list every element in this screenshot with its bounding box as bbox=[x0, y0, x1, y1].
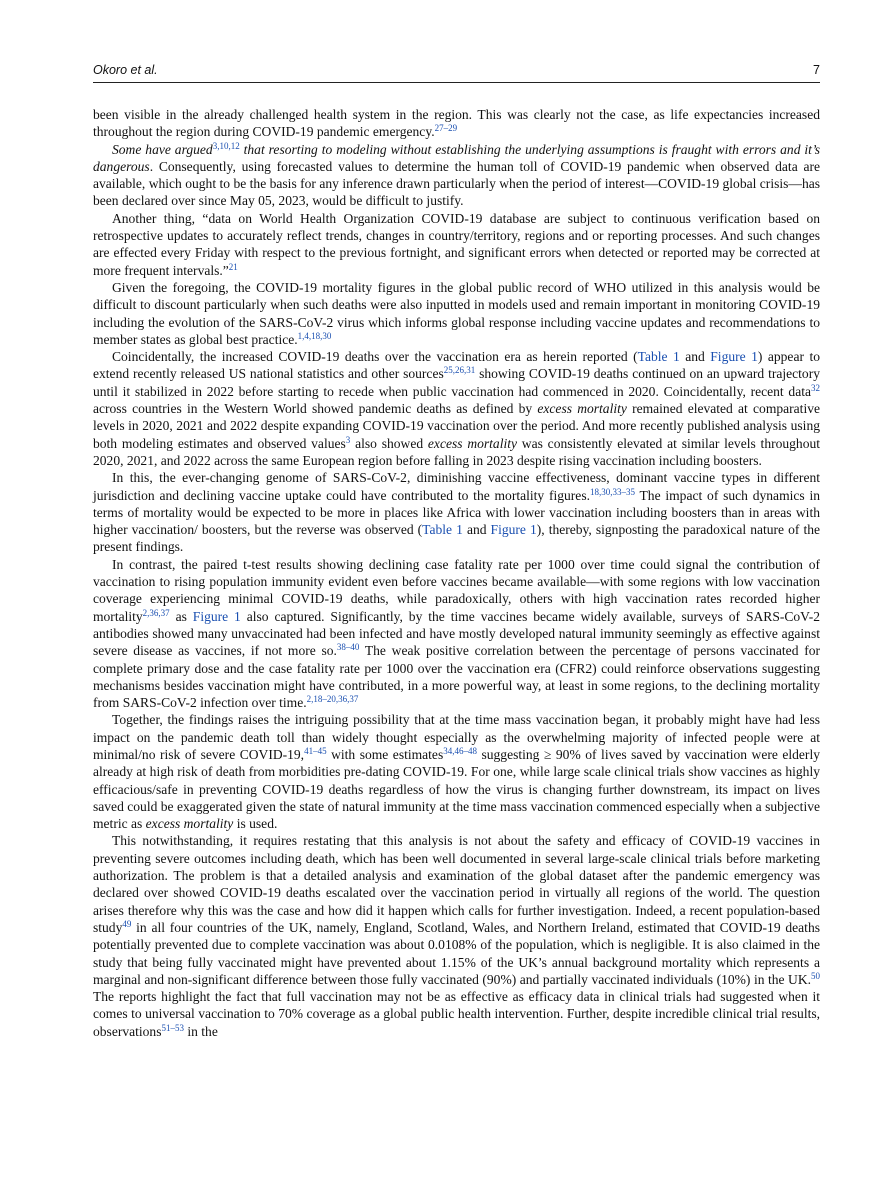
text-run: ), thereby, signposting the paradoxical nature of the present findings. bbox=[93, 522, 820, 555]
running-head-authors: Okoro et al. bbox=[93, 63, 158, 77]
paragraph-3 bbox=[93, 210, 820, 279]
body-text bbox=[93, 106, 820, 1040]
text-run: also showed bbox=[350, 435, 428, 451]
citation-link[interactable]: 2,36,37 bbox=[142, 607, 170, 618]
citation-link[interactable]: 51–53 bbox=[161, 1022, 184, 1033]
cross-reference-link[interactable]: Figure 1 bbox=[710, 349, 758, 365]
text-run: ) appear to extend recently released US national statistics and other sources bbox=[93, 349, 820, 382]
text-run: In this, the ever-changing genome of SARS-CoV-2, diminishing vaccine effectiveness, dominant vaccine types in different jurisdiction and declining vaccine uptake could have contributed to the mortality figures. bbox=[93, 470, 820, 503]
text-run: The impact of such dynamics in terms of mortality would be expected to be more in places like Africa with lower vaccination including boosters than in areas with higher vaccination/ boosters, but the reverse was observed ( bbox=[93, 487, 820, 538]
text-run: This notwithstanding, it requires restating that this analysis is not about the safety and efficacy of COVID-19 vaccines in preventing severe outcomes including death, which has been well documented in several large-scale clinical trials before marketing authorization. The problem is that a detailed analysis and examination of the global dataset after the pandemic emergency was declared over showed COVID-19 deaths escalated over the vaccination period in virtually all regions of the world. The question arises therefore why this was the case and how did it happen which calls for further investigation. Indeed, a recent population-based study bbox=[93, 833, 820, 935]
text-run: in the bbox=[183, 1023, 218, 1039]
paragraph-1 bbox=[93, 106, 820, 141]
cross-reference-link[interactable]: Table 1 bbox=[422, 522, 463, 538]
text-run: Given the foregoing, the COVID-19 mortality figures in the global public record of WHO utilized in this analysis would be difficult to discount particularly when such deaths were also inputted in models used and remain important in monitoring COVID-19 including the evolution of the SARS-CoV-2 virus which informs global response including vaccine updates and recommendations to member states as global best practice. bbox=[93, 279, 820, 347]
citation-link[interactable]: 41–45 bbox=[304, 745, 327, 756]
text-run: also captured. Significantly, by the time vaccines became widely available, surveys of SARS-CoV-2 antibodies showed many unvaccinated had been infected and have mostly developed natural immunity seemingly as effective against severe disease as vaccines, if not more so. bbox=[93, 608, 821, 659]
text-run: suggesting ≥ 90% of lives saved by vaccination were elderly already at high risk of death from morbidities pre-dating COVID-19. For one, while large scale clinical trials show vaccines as highly efficacious/safe in preventing COVID-19 deaths regardless of how the virus is changing further downstream, its impact on lives saved could be exaggerated given the state of natural immunity at the time mass vaccination commenced especially when a subjective metric as bbox=[93, 746, 820, 832]
italic-text: excess mortality bbox=[145, 816, 234, 832]
cross-reference-link[interactable]: Figure 1 bbox=[192, 608, 241, 624]
text-run: and bbox=[462, 522, 491, 538]
text-run: and bbox=[679, 349, 711, 365]
paragraph-8 bbox=[93, 711, 820, 832]
citation-link[interactable]: 32 bbox=[811, 382, 820, 393]
cross-reference-link[interactable]: Table 1 bbox=[637, 349, 680, 365]
paragraph-6 bbox=[93, 469, 820, 555]
text-run: in all four countries of the UK, namely, England, Scotland, Wales, and Northern Ireland, estimated that COVID-19 deaths potentially prevented due to complete vaccination was about 0.0108% of the population, which is negligible. It is also claimed in the study that being fully vaccinated might have prevented about 1.15% of the UK’s annual background mortality which represents a marginal and non-significant difference between those fully vaccinated (90%) and partially vaccinated individuals (10%) in the UK. bbox=[93, 919, 820, 987]
text-run: was consistently elevated at similar levels throughout 2020, 2021, and 2022 across the same European region before falling in 2023 despite rising vaccination including boosters. bbox=[93, 435, 821, 468]
text-run: Another thing, “data on World Health Organization COVID-19 database are subject to continuous verification based on retrospective updates to accurately reflect trends, changes in country/territory, regions and or reporting processes. And such changes are effected every Friday with respect to the previous fortnight, and significant errors when detected or reported may be corrected at more frequent intervals.” bbox=[93, 210, 820, 278]
italic-text: excess mortality bbox=[427, 435, 517, 451]
text-run: The weak positive correlation between the percentage of persons vaccinated for complete primary dose and the case fatality rate per 1000 over the vaccination era (CFR2) could reinforce observations suggesting mechanisms besides vaccination might have contributed, in a more powerful way, at least in some regions, to the declining mortality from SARS-CoV-2 infection over time. bbox=[93, 643, 820, 711]
text-run: In contrast, the paired t-test results showing declining case fatality rate per 1000 over time could signal the contribution of vaccination to rising population immunity evident even before vaccines became available—with some regions with low vaccination coverage experiencing minimal COVID-19 deaths, while paradoxically, others with high vaccination rates recorded higher mortality bbox=[93, 556, 820, 624]
italic-text: Some have argued bbox=[112, 141, 213, 157]
paragraph-5 bbox=[93, 348, 820, 469]
text-run: with some estimates bbox=[326, 746, 444, 762]
citation-link[interactable]: 34,46–48 bbox=[443, 745, 477, 756]
text-run: been visible in the already challenged health system in the region. This was clearly not the case, as life expectancies increased throughout the region during COVID-19 pandemic emergency. bbox=[93, 107, 820, 140]
paragraph-2 bbox=[93, 141, 820, 210]
citation-link[interactable]: 49 bbox=[122, 918, 132, 929]
text-run: . Consequently, using forecasted values to determine the human toll of COVID-19 pandemic when observed data are available, which ought to be the basis for any inference drawn particularly when the period of interest—COVID-19 global crisis—has been declared over since May 05, 2023, would be difficult to justify. bbox=[93, 158, 820, 209]
citation-link[interactable]: 1,4,18,30 bbox=[297, 330, 332, 341]
cross-reference-link[interactable]: Figure 1 bbox=[490, 522, 537, 538]
text-run: remained elevated at comparative levels in 2020, 2021 and 2022 despite expanding COVID-19 vaccination over the period. And more recently published analysis using both modeling estimates and observed values bbox=[93, 401, 820, 451]
citation-link[interactable]: 21 bbox=[228, 261, 238, 272]
text-run: as bbox=[169, 608, 193, 624]
text-run: The reports highlight the fact that full vaccination may not be as effective as efficacy data in clinical trials had suggested when it comes to universal vaccination to 70% coverage as a global public health intervention. Further, despite incredible clinical trial results, observations bbox=[93, 989, 820, 1039]
citation-link[interactable]: 3,10,12 bbox=[212, 140, 240, 151]
citation-link[interactable]: 25,26,31 bbox=[443, 365, 476, 376]
citation-link[interactable]: 50 bbox=[811, 970, 820, 981]
italic-text: excess mortality bbox=[537, 401, 627, 417]
running-header bbox=[93, 60, 820, 83]
citation-link[interactable]: 18,30,33–35 bbox=[589, 486, 635, 497]
citation-link[interactable]: 2,18–20,36,37 bbox=[306, 694, 359, 705]
page-number: 7 bbox=[813, 63, 820, 77]
text-run: showing COVID-19 deaths continued on an upward trajectory until it stabilized in 2022 before starting to recede when public vaccination had commenced in 2020. Coincidentally, recent data bbox=[93, 366, 820, 399]
paragraph-4 bbox=[93, 279, 820, 348]
text-run: Coincidentally, the increased COVID-19 deaths over the vaccination era as herein reported ( bbox=[112, 349, 638, 365]
text-run: Together, the findings raises the intriguing possibility that at the time mass vaccination began, it probably might have had less impact on the pandemic death toll than widely thought especially as the overwhelming majority of infected people were at minimal/no risk of severe COVID-19, bbox=[93, 712, 820, 762]
citation-link[interactable]: 3 bbox=[345, 434, 351, 445]
text-run: across countries in the Western World showed pandemic deaths as defined by bbox=[93, 401, 538, 417]
text-run: is used. bbox=[233, 816, 278, 832]
citation-link[interactable]: 27–29 bbox=[434, 123, 458, 134]
italic-text: that resorting to modeling without establishing the underlying assumptions is fraught with errors and it’s dangerous bbox=[93, 141, 820, 174]
paragraph-7 bbox=[93, 556, 820, 712]
paragraph-9 bbox=[93, 832, 820, 1040]
citation-link[interactable]: 38–40 bbox=[336, 642, 360, 653]
